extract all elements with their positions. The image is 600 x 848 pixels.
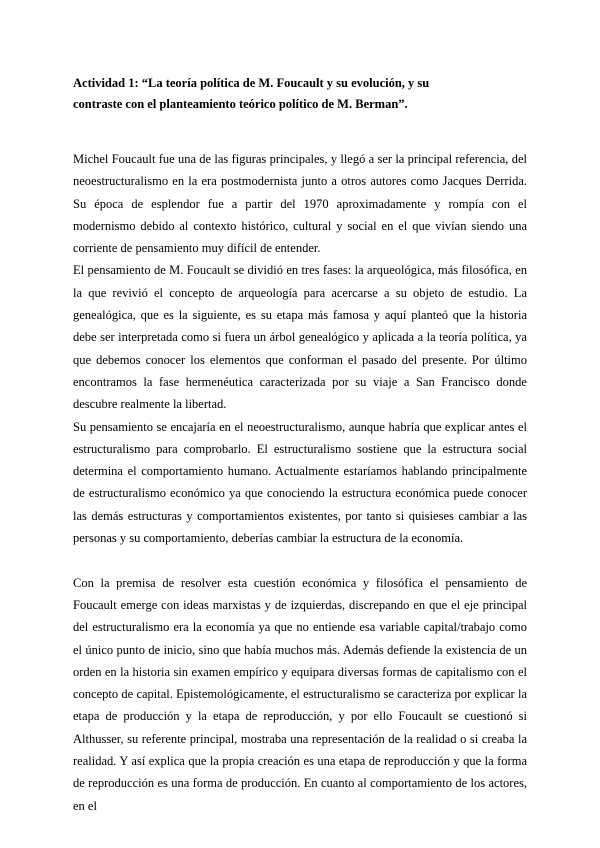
document-page [73, 73, 527, 817]
paragraph-3: Su pensamiento se encajaría en el neoestructuralismo, aunque habría que explicar antes el estructuralismo para comprobarlo. El estructuralismo sostiene que la estructura social determina el comportamiento humano. Actualmente estaríamos hablando principalmente de estructuralismo económico ya que conociendo la estructura económica puede conocer las demás estructuras y comportamientos existentes, por tanto si quisieses cambiar a las personas y su comportamiento, deberías cambiar la estructura de la economía. [73, 419, 527, 546]
document-body [73, 148, 527, 817]
paragraph-2: El pensamiento de M. Foucault se dividió en tres fases: la arqueológica, más filosófica, en la que revivió el concepto de arqueología para acercarse a su objeto de estudio. La genealógica, que es la siguiente, es su etapa más famosa y aquí planteó que la historia debe ser interpretada como si fuera un árbol genealógico y aplicada a la teoría política, ya que debemos conocer los elementos que conforman el pasado del presente. Por último encontramos la fase hermenéutica caracterizada por su viaje a San Francisco donde descubre realmente la libertad. [73, 263, 527, 412]
title-line-2: contraste con el planteamiento teórico político de M. Berman”. [73, 97, 408, 111]
title-line-1: Actividad 1: “La teoría política de M. Foucault y su evolución, y su [73, 76, 430, 90]
paragraph-1: Michel Foucault fue una de las figuras principales, y llegó a ser la principal referencia, del neoestructuralismo en la era postmodernista junto a otros autores como Jacques Derrida. Su época de esplendor fue a partir del 1970 aproximadamente y rompía con el modernismo debido al contexto histórico, cultural y social en el que vivían siendo una corriente de pensamiento muy difícil de entender. [73, 152, 527, 256]
paragraph-4: Con la premisa de resolver esta cuestión económica y filosófica el pensamiento de Foucault emerge con ideas marxistas y de izquierdas, discrepando en que el eje principal del estructuralismo era la economía ya que no entiende esa variable capital/trabajo como el único punto de inicio, sino que había muchos más. Además defiende la existencia de un orden en la historia sin examen empírico y equipara diversas formas de capitalismo con el concepto de capital. Epistemológicamente, el estructuralismo se caracteriza por explicar la etapa de producción y la etapa de reproducción, y por ello Foucault se cuestionó si Althusser, su referente principal, mostraba una representación de la realidad o si creaba la realidad. Y así explica que la propia creación es una etapa de reproducción y que la forma de reproducción es una forma de producción. En cuanto al comportamiento de los actores, en el [73, 575, 527, 813]
document-title [73, 73, 527, 115]
